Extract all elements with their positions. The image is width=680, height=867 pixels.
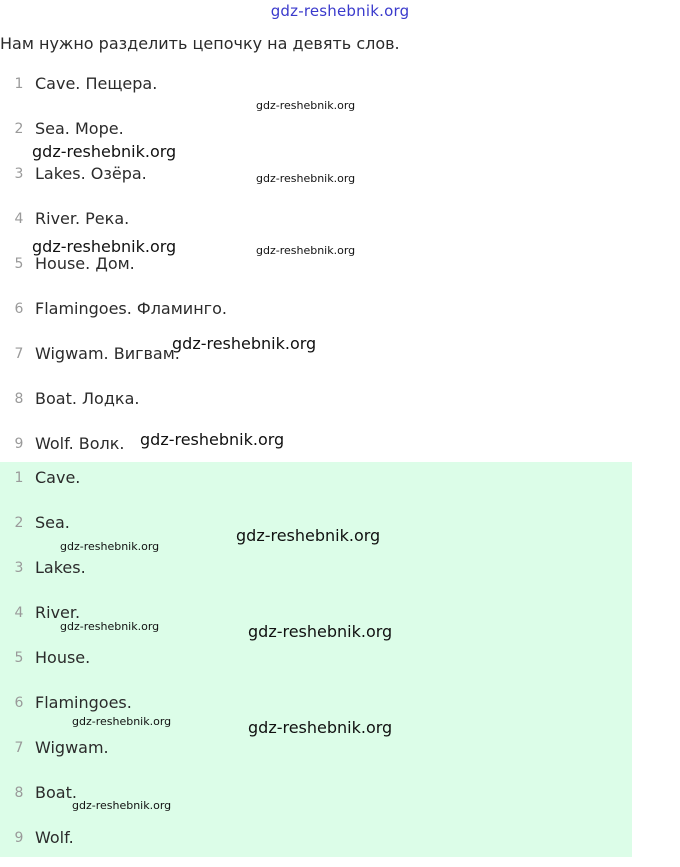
item-text: Boat.: [35, 783, 77, 802]
watermark: gdz-reshebnik.org: [256, 172, 356, 185]
translated-word-list: [0, 68, 632, 473]
list-item: [0, 383, 632, 428]
item-number: 3: [14, 560, 24, 576]
item-number: 8: [14, 391, 24, 407]
list-item: [0, 732, 632, 777]
intro-text: Нам нужно разделить цепочку на девять слов.: [0, 34, 400, 53]
watermark: gdz-reshebnik.org: [256, 244, 356, 257]
watermark: gdz-reshebnik.org: [32, 237, 177, 256]
list-item: [0, 338, 632, 383]
watermark: gdz-reshebnik.org: [248, 718, 393, 737]
item-number: 4: [14, 211, 24, 227]
list-item: [0, 293, 632, 338]
item-text: Flamingoes.: [35, 693, 132, 712]
item-text: Cave.: [35, 468, 81, 487]
item-number: 3: [14, 166, 24, 182]
item-text: Wigwam. Вигвам.: [35, 344, 180, 363]
item-text: Cave. Пещера.: [35, 74, 158, 93]
item-text: Lakes.: [35, 558, 86, 577]
list-item: [0, 597, 632, 642]
item-number: 7: [14, 740, 24, 756]
list-item: [0, 822, 632, 867]
item-number: 5: [14, 650, 24, 666]
list-item: [0, 507, 632, 552]
item-number: 6: [14, 695, 24, 711]
list-item: [0, 113, 632, 158]
item-text: River. Река.: [35, 209, 130, 228]
item-number: 5: [14, 256, 24, 272]
item-text: River.: [35, 603, 81, 622]
watermark: gdz-reshebnik.org: [248, 622, 393, 641]
list-item: [0, 248, 632, 293]
list-item: [0, 68, 632, 113]
item-number: 1: [14, 76, 24, 92]
item-number: 9: [14, 830, 24, 846]
list-item: [0, 203, 632, 248]
answer-word-list: [0, 462, 632, 857]
watermark: gdz-reshebnik.org: [72, 715, 172, 728]
item-number: 6: [14, 301, 24, 317]
watermark: gdz-reshebnik.org: [72, 799, 172, 812]
item-number: 8: [14, 785, 24, 801]
item-text: Wolf. Волк.: [35, 434, 125, 453]
item-number: 9: [14, 436, 24, 452]
item-text: Wolf.: [35, 828, 74, 847]
list-item: [0, 158, 632, 203]
watermark: gdz-reshebnik.org: [172, 334, 317, 353]
site-header-link[interactable]: gdz-reshebnik.org: [270, 2, 410, 20]
watermark: gdz-reshebnik.org: [140, 430, 285, 449]
item-text: Wigwam.: [35, 738, 109, 757]
item-text: Sea.: [35, 513, 70, 532]
item-text: Lakes. Озёра.: [35, 164, 147, 183]
list-item: [0, 552, 632, 597]
item-number: 1: [14, 470, 24, 486]
item-text: Sea. Море.: [35, 119, 124, 138]
item-text: House.: [35, 648, 91, 667]
watermark: gdz-reshebnik.org: [32, 142, 177, 161]
list-item: [0, 462, 632, 507]
item-number: 2: [14, 515, 24, 531]
item-text: Boat. Лодка.: [35, 389, 140, 408]
item-number: 7: [14, 346, 24, 362]
watermark: gdz-reshebnik.org: [236, 526, 381, 545]
list-item: [0, 687, 632, 732]
watermark: gdz-reshebnik.org: [60, 540, 160, 553]
list-item: [0, 777, 632, 822]
list-item: [0, 642, 632, 687]
item-number: 4: [14, 605, 24, 621]
item-text: House. Дом.: [35, 254, 135, 273]
watermark: gdz-reshebnik.org: [60, 620, 160, 633]
item-text: Flamingoes. Фламинго.: [35, 299, 227, 318]
item-number: 2: [14, 121, 24, 137]
watermark: gdz-reshebnik.org: [256, 99, 356, 112]
